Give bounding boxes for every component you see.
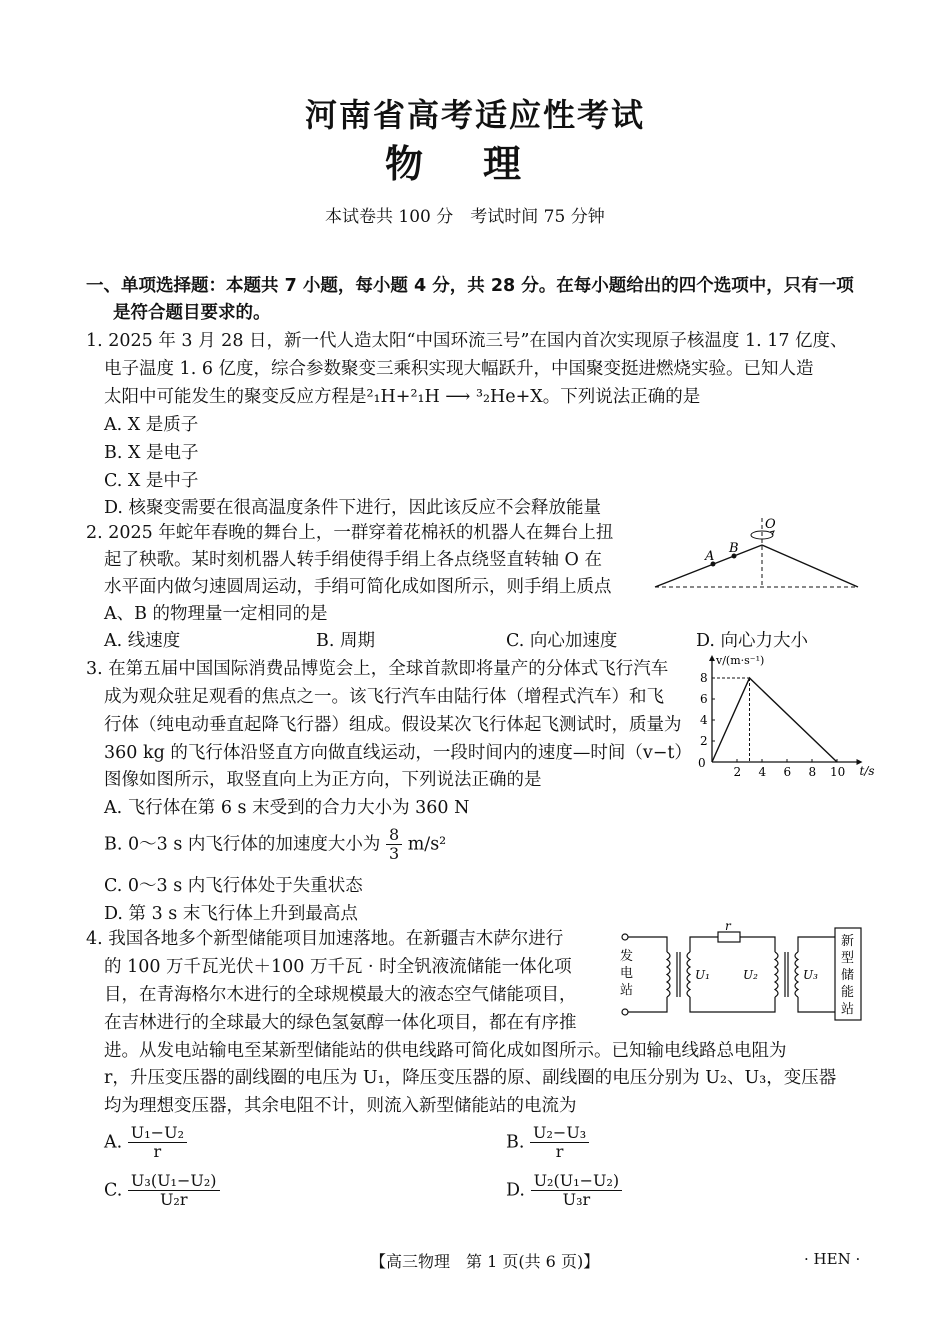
q3-option-b-fraction	[386, 826, 402, 864]
y-tick-label: 2	[700, 734, 708, 748]
fraction-numerator: U₁−U₂	[128, 1124, 187, 1143]
x-tick-label: 8	[808, 765, 817, 779]
x-tick-label: 6	[783, 765, 792, 779]
q3-option-b	[104, 826, 446, 864]
exam-title: 河南省高考适应性考试	[305, 96, 646, 134]
y-tick-label: 4	[700, 713, 708, 727]
stepup-primary-coil	[667, 952, 670, 997]
q4-line4: 在吉林进行的全球最大的绿色氢氨醇一体化项目，都在有序推	[104, 1013, 577, 1033]
fraction-denominator: U₃r	[562, 1190, 591, 1210]
q2-option-b: B. 周期	[316, 631, 375, 651]
q2-option-a: A. 线速度	[104, 631, 181, 651]
subject-title: 物理	[385, 142, 582, 186]
q4-option-c	[104, 1172, 220, 1210]
fraction-numerator: 8	[386, 826, 402, 845]
fraction-denominator: r	[153, 1142, 162, 1162]
fraction-denominator: 3	[388, 844, 400, 864]
q4-line6: r，升压变压器的副线圈的电压为 U₁，降压变压器的原、副线圈的电压分别为 U₂、U₃，变压器	[104, 1068, 837, 1088]
y-tick-label: 6	[700, 692, 708, 706]
power-station-char-2: 电	[620, 966, 634, 981]
line-resistor	[718, 932, 740, 942]
power-station-char-1: 发	[620, 949, 634, 964]
q1-option-a: A. X 是质子	[104, 415, 199, 435]
q4-option-b	[506, 1124, 589, 1162]
y-axis-label: v/(m·s⁻¹)	[716, 654, 765, 667]
origin-label: 0	[698, 756, 706, 770]
storage-char-2: 型	[841, 951, 855, 966]
q1-option-b: B. X 是电子	[104, 443, 199, 463]
stepup-secondary-coil	[687, 952, 690, 997]
q1-option-c: C. X 是中子	[104, 471, 199, 491]
terminal-top	[622, 934, 628, 940]
u1-label: U₁	[695, 968, 710, 982]
storage-char-1: 新	[841, 934, 855, 949]
power-station-char-3: 站	[620, 983, 634, 998]
q1-line1: 1. 2025 年 3 月 28 日，新一代人造太阳“中国环流三号”在国内首次实现原子核温度 1. 17 亿度、	[86, 331, 848, 351]
velocity-series-line	[712, 678, 837, 762]
q3-option-a: A. 飞行体在第 6 s 末受到的合力大小为 360 N	[104, 798, 470, 818]
q2-option-d: D. 向心力大小	[696, 631, 809, 651]
q4-option-d	[506, 1172, 622, 1210]
stepdown-primary-coil	[775, 952, 778, 997]
label-b: B	[729, 541, 739, 556]
handkerchief-right-edge	[762, 545, 858, 587]
section-heading-line2: 是符合题目要求的。	[113, 303, 271, 323]
x-tick-label: 4	[758, 765, 767, 779]
fraction-numerator: U₃(U₁−U₂)	[128, 1172, 220, 1191]
q4-option-a	[104, 1124, 187, 1162]
storage-char-4: 能	[841, 985, 855, 1000]
storage-char-3: 储	[841, 968, 855, 983]
exam-code: · HEN ·	[804, 1250, 861, 1268]
q3-line2: 成为观众驻足观看的焦点之一。该飞行汽车由陆行体（增程式汽车）和飞	[104, 687, 664, 707]
storage-char-5: 站	[841, 1002, 855, 1017]
power-line-circuit	[615, 919, 870, 1027]
y-ticks	[700, 671, 715, 748]
fraction-numerator: U₂−U₃	[530, 1124, 589, 1143]
fraction-numerator: U₂(U₁−U₂)	[531, 1172, 623, 1191]
y-tick-label: 8	[700, 671, 708, 685]
q3-option-c: C. 0～3 s 内飞行体处于失重状态	[104, 876, 363, 896]
q3-line5: 图像如图所示，取竖直向上为正方向，下列说法正确的是	[104, 770, 542, 790]
label-o: O	[765, 517, 776, 532]
velocity-time-chart	[690, 650, 875, 780]
q4-line2: 的 100 万千瓦光伏＋100 万千瓦 · 时全钒液流储能一体化项	[104, 957, 572, 977]
terminal-bottom	[622, 1009, 628, 1015]
x-axis-label: t/s	[859, 764, 875, 778]
q4-line7: 均为理想变压器，其余电阻不计，则流入新型储能站的电流为	[104, 1096, 577, 1116]
q3-option-d: D. 第 3 s 末飞行体上升到最高点	[104, 904, 358, 924]
q1-line2: 电子温度 1. 6 亿度，综合参数聚变三乘积实现大幅跃升，中国聚变挺进燃烧实验。已知人造	[104, 359, 814, 379]
option-label: B.	[506, 1132, 525, 1153]
q4-line3: 目，在青海格尔木进行的全球规模最大的液态空气储能项目，	[104, 985, 577, 1005]
q3-line4: 360 kg 的飞行体沿竖直方向做直线运动，一段时间内的速度—时间（v−t）	[104, 743, 692, 763]
q2-line4: A、B 的物理量一定相同的是	[104, 604, 328, 624]
q1-line3: 太阳中可能发生的聚变反应方程是²₁H+²₁H ⟶ ³₂He+X。下列说法正确的是	[104, 387, 701, 407]
resistor-label: r	[725, 919, 731, 933]
q1-option-d: D. 核聚变需要在很高温度条件下进行，因此该反应不会释放能量	[104, 498, 602, 518]
x-tick-label: 10	[830, 765, 846, 779]
option-label: D.	[506, 1180, 525, 1201]
label-a: A	[705, 549, 715, 564]
y-axis-arrow-icon	[709, 655, 715, 661]
q2-option-c: C. 向心加速度	[506, 631, 618, 651]
fraction-denominator: U₂r	[159, 1190, 188, 1210]
fraction-denominator: r	[555, 1142, 564, 1162]
q4-line1: 4. 我国各地多个新型储能项目加速落地。在新疆吉木萨尔进行	[86, 929, 564, 949]
section-heading-line1: 一、单项选择题：本题共 7 小题，每小题 4 分，共 28 分。在每小题给出的四个选项中，只有一项	[86, 276, 854, 296]
q3-option-b-unit: m/s²	[407, 834, 447, 855]
q4-line5: 进。从发电站输电至某新型储能站的供电线路可简化成如图所示。已知输电线路总电阻为	[104, 1041, 787, 1061]
option-label: C.	[104, 1180, 123, 1201]
u3-label: U₃	[803, 968, 818, 982]
u2-label: U₂	[743, 968, 758, 982]
x-tick-label: 2	[733, 765, 742, 779]
q2-line1: 2. 2025 年蛇年春晚的舞台上，一群穿着花棉袄的机器人在舞台上扭	[86, 523, 614, 543]
option-label: A.	[104, 1132, 123, 1153]
page-footer: 【高三物理 第 1 页(共 6 页)】	[370, 1252, 600, 1271]
q3-line3: 行体（纯电动垂直起降飞行器）组成。假设某次飞行体起飞测试时，质量为	[104, 715, 682, 735]
exam-info: 本试卷共 100 分 考试时间 75 分钟	[325, 207, 605, 227]
q2-line2: 起了秧歌。某时刻机器人转手绢使得手绢上各点绕竖直转轴 O 在	[104, 550, 602, 570]
q2-line3: 水平面内做匀速圆周运动，手绢可简化成如图所示，则手绢上质点	[104, 577, 612, 597]
handkerchief-figure	[650, 512, 865, 592]
q3-option-b-text: B. 0～3 s 内飞行体的加速度大小为	[104, 834, 381, 855]
q3-line1: 3. 在第五届中国国际消费品博览会上，全球首款即将量产的分体式飞行汽车	[86, 659, 669, 679]
stepdown-secondary-coil	[795, 952, 798, 997]
